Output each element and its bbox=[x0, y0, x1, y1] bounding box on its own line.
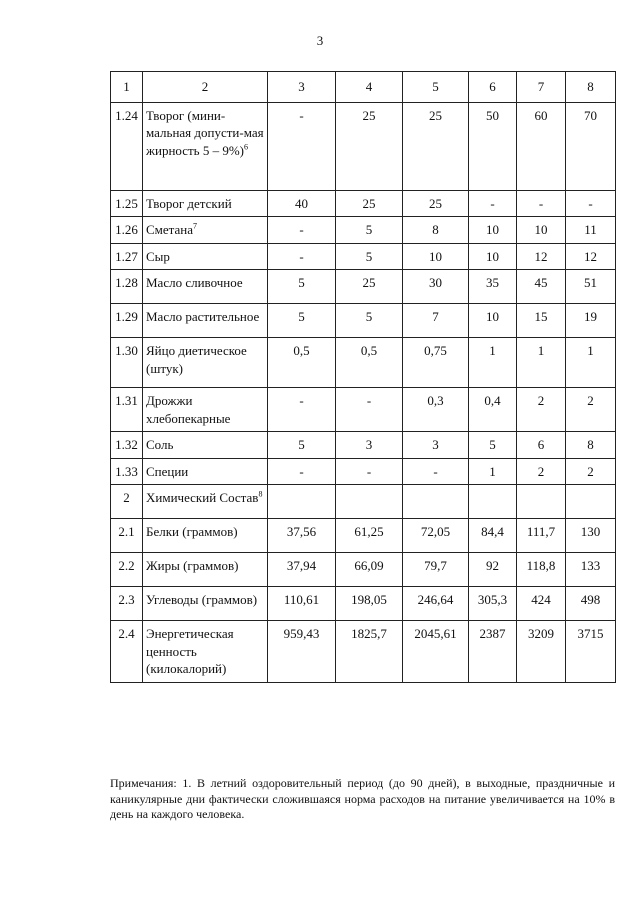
value-cell: 37,56 bbox=[268, 519, 336, 553]
header-row bbox=[111, 72, 616, 103]
value-cell: 15 bbox=[517, 304, 566, 338]
value-cell: - bbox=[268, 458, 336, 485]
value-cell: 5 bbox=[268, 432, 336, 459]
value-cell: 5 bbox=[469, 432, 517, 459]
value-cell: 40 bbox=[268, 190, 336, 217]
value-cell: 72,05 bbox=[403, 519, 469, 553]
header-cell: 1 bbox=[111, 72, 143, 103]
table-row bbox=[111, 553, 616, 587]
value-cell: 61,25 bbox=[336, 519, 403, 553]
table-row bbox=[111, 432, 616, 459]
product-name bbox=[143, 621, 268, 683]
product-name-text: Творог детский bbox=[146, 195, 232, 211]
value-cell: 3715 bbox=[566, 621, 616, 683]
food-norms-table bbox=[110, 71, 616, 683]
value-cell: 118,8 bbox=[517, 553, 566, 587]
value-cell: 2 bbox=[517, 458, 566, 485]
value-cell: - bbox=[268, 102, 336, 190]
value-cell: 1 bbox=[469, 458, 517, 485]
value-cell: 8 bbox=[403, 217, 469, 244]
value-cell: 25 bbox=[336, 190, 403, 217]
value-cell: 133 bbox=[566, 553, 616, 587]
table-row bbox=[111, 485, 616, 519]
product-name-text: Химический Состав bbox=[146, 490, 259, 506]
table-row bbox=[111, 102, 616, 190]
value-cell: 70 bbox=[566, 102, 616, 190]
value-cell: 0,4 bbox=[469, 388, 517, 432]
value-cell: 30 bbox=[403, 270, 469, 304]
product-name-text: Масло сливочное bbox=[146, 275, 243, 291]
value-cell: 0,3 bbox=[403, 388, 469, 432]
value-cell: 10 bbox=[469, 243, 517, 270]
value-cell: - bbox=[268, 388, 336, 432]
product-name bbox=[143, 587, 268, 621]
row-number: 1.32 bbox=[111, 432, 143, 459]
value-cell: 2 bbox=[517, 388, 566, 432]
product-name-text: Соль bbox=[146, 437, 174, 453]
value-cell: 84,4 bbox=[469, 519, 517, 553]
row-number: 2.4 bbox=[111, 621, 143, 683]
value-cell: 130 bbox=[566, 519, 616, 553]
value-cell: 0,5 bbox=[268, 338, 336, 388]
value-cell: 7 bbox=[403, 304, 469, 338]
value-cell: 305,3 bbox=[469, 587, 517, 621]
product-name bbox=[143, 190, 268, 217]
table-row bbox=[111, 304, 616, 338]
row-number: 1.31 bbox=[111, 388, 143, 432]
product-name bbox=[143, 485, 268, 519]
value-cell: 246,64 bbox=[403, 587, 469, 621]
value-cell: 19 bbox=[566, 304, 616, 338]
value-cell: - bbox=[336, 388, 403, 432]
value-cell: 5 bbox=[268, 304, 336, 338]
table-row bbox=[111, 190, 616, 217]
value-cell: 1825,7 bbox=[336, 621, 403, 683]
value-cell: 424 bbox=[517, 587, 566, 621]
value-cell: - bbox=[268, 243, 336, 270]
table-row bbox=[111, 338, 616, 388]
value-cell: 79,7 bbox=[403, 553, 469, 587]
header-cell: 5 bbox=[403, 72, 469, 103]
value-cell: 1 bbox=[469, 338, 517, 388]
product-name bbox=[143, 519, 268, 553]
header-cell: 2 bbox=[143, 72, 268, 103]
product-name-text: Творог (мини-мальная допусти-мая жирность 5 – 9%) bbox=[146, 107, 264, 158]
value-cell bbox=[517, 485, 566, 519]
value-cell: 25 bbox=[403, 190, 469, 217]
value-cell: - bbox=[268, 217, 336, 244]
header-cell: 7 bbox=[517, 72, 566, 103]
value-cell bbox=[566, 485, 616, 519]
table-row bbox=[111, 243, 616, 270]
product-name bbox=[143, 304, 268, 338]
value-cell: - bbox=[403, 458, 469, 485]
row-number: 1.25 bbox=[111, 190, 143, 217]
value-cell: 3209 bbox=[517, 621, 566, 683]
product-name bbox=[143, 432, 268, 459]
product-name-text: Углеводы (граммов) bbox=[146, 592, 258, 608]
row-number: 2 bbox=[111, 485, 143, 519]
row-number: 1.30 bbox=[111, 338, 143, 388]
value-cell: 959,43 bbox=[268, 621, 336, 683]
product-name bbox=[143, 458, 268, 485]
row-number: 1.26 bbox=[111, 217, 143, 244]
value-cell: 66,09 bbox=[336, 553, 403, 587]
product-name bbox=[143, 102, 268, 190]
product-name bbox=[143, 388, 268, 432]
value-cell: 45 bbox=[517, 270, 566, 304]
product-name-text: Сыр bbox=[146, 248, 170, 264]
footnote-mark: 6 bbox=[244, 142, 249, 152]
value-cell bbox=[268, 485, 336, 519]
value-cell: 5 bbox=[336, 304, 403, 338]
product-name-text: Жиры (граммов) bbox=[146, 558, 239, 574]
product-name-text: Дрожжи хлебопекарные bbox=[146, 393, 231, 426]
row-number: 1.27 bbox=[111, 243, 143, 270]
value-cell: 3 bbox=[336, 432, 403, 459]
table-row bbox=[111, 270, 616, 304]
value-cell: 1 bbox=[517, 338, 566, 388]
product-name-text: Белки (граммов) bbox=[146, 524, 238, 540]
row-number: 1.24 bbox=[111, 102, 143, 190]
product-name-text: Яйцо диетическое (штук) bbox=[146, 343, 247, 376]
product-name bbox=[143, 553, 268, 587]
value-cell: 2387 bbox=[469, 621, 517, 683]
value-cell: 10 bbox=[469, 217, 517, 244]
page-number: 3 bbox=[316, 33, 324, 48]
value-cell: 10 bbox=[469, 304, 517, 338]
value-cell: 35 bbox=[469, 270, 517, 304]
row-number: 1.29 bbox=[111, 304, 143, 338]
value-cell: 5 bbox=[336, 243, 403, 270]
value-cell: 50 bbox=[469, 102, 517, 190]
value-cell: 8 bbox=[566, 432, 616, 459]
table-row bbox=[111, 388, 616, 432]
value-cell: - bbox=[566, 190, 616, 217]
product-name-text: Масло растительное bbox=[146, 309, 260, 325]
table-row bbox=[111, 217, 616, 244]
product-name-text: Энергетическая ценность (килокалорий) bbox=[146, 626, 234, 677]
value-cell: 110,61 bbox=[268, 587, 336, 621]
value-cell: 0,75 bbox=[403, 338, 469, 388]
value-cell: 198,05 bbox=[336, 587, 403, 621]
header-cell: 4 bbox=[336, 72, 403, 103]
header-cell: 6 bbox=[469, 72, 517, 103]
value-cell: 5 bbox=[268, 270, 336, 304]
value-cell: 25 bbox=[336, 102, 403, 190]
value-cell: 3 bbox=[403, 432, 469, 459]
value-cell: - bbox=[469, 190, 517, 217]
footnote-mark: 8 bbox=[258, 490, 263, 500]
table-row bbox=[111, 519, 616, 553]
product-name bbox=[143, 243, 268, 270]
value-cell: - bbox=[517, 190, 566, 217]
product-name bbox=[143, 270, 268, 304]
table-row bbox=[111, 621, 616, 683]
product-name bbox=[143, 217, 268, 244]
value-cell: 92 bbox=[469, 553, 517, 587]
value-cell: 6 bbox=[517, 432, 566, 459]
table-row bbox=[111, 458, 616, 485]
value-cell bbox=[403, 485, 469, 519]
product-name bbox=[143, 338, 268, 388]
footnote-mark: 7 bbox=[193, 221, 198, 231]
value-cell bbox=[469, 485, 517, 519]
row-number: 2.1 bbox=[111, 519, 143, 553]
row-number: 2.3 bbox=[111, 587, 143, 621]
header-cell: 3 bbox=[268, 72, 336, 103]
value-cell: 10 bbox=[517, 217, 566, 244]
row-number: 2.2 bbox=[111, 553, 143, 587]
value-cell: - bbox=[336, 458, 403, 485]
product-name-text: Специи bbox=[146, 463, 189, 479]
row-number: 1.33 bbox=[111, 458, 143, 485]
value-cell: 25 bbox=[336, 270, 403, 304]
value-cell: 51 bbox=[566, 270, 616, 304]
value-cell: 60 bbox=[517, 102, 566, 190]
table-row bbox=[111, 587, 616, 621]
value-cell: 2045,61 bbox=[403, 621, 469, 683]
value-cell: 498 bbox=[566, 587, 616, 621]
header-cell: 8 bbox=[566, 72, 616, 103]
value-cell: 2 bbox=[566, 388, 616, 432]
value-cell bbox=[336, 485, 403, 519]
value-cell: 12 bbox=[517, 243, 566, 270]
product-name-text: Сметана bbox=[146, 222, 194, 238]
value-cell: 12 bbox=[566, 243, 616, 270]
value-cell: 37,94 bbox=[268, 553, 336, 587]
value-cell: 111,7 bbox=[517, 519, 566, 553]
value-cell: 10 bbox=[403, 243, 469, 270]
footnote: Примечания: 1. В летний оздоровительный период (до 90 дней), в выходные, праздничные и каникулярные дни фактически сложившаяся норма расходов на питание увеличивается на 10% в день на каждого человека. bbox=[110, 776, 615, 822]
value-cell: 11 bbox=[566, 217, 616, 244]
value-cell: 1 bbox=[566, 338, 616, 388]
value-cell: 25 bbox=[403, 102, 469, 190]
value-cell: 5 bbox=[336, 217, 403, 244]
value-cell: 0,5 bbox=[336, 338, 403, 388]
value-cell: 2 bbox=[566, 458, 616, 485]
row-number: 1.28 bbox=[111, 270, 143, 304]
